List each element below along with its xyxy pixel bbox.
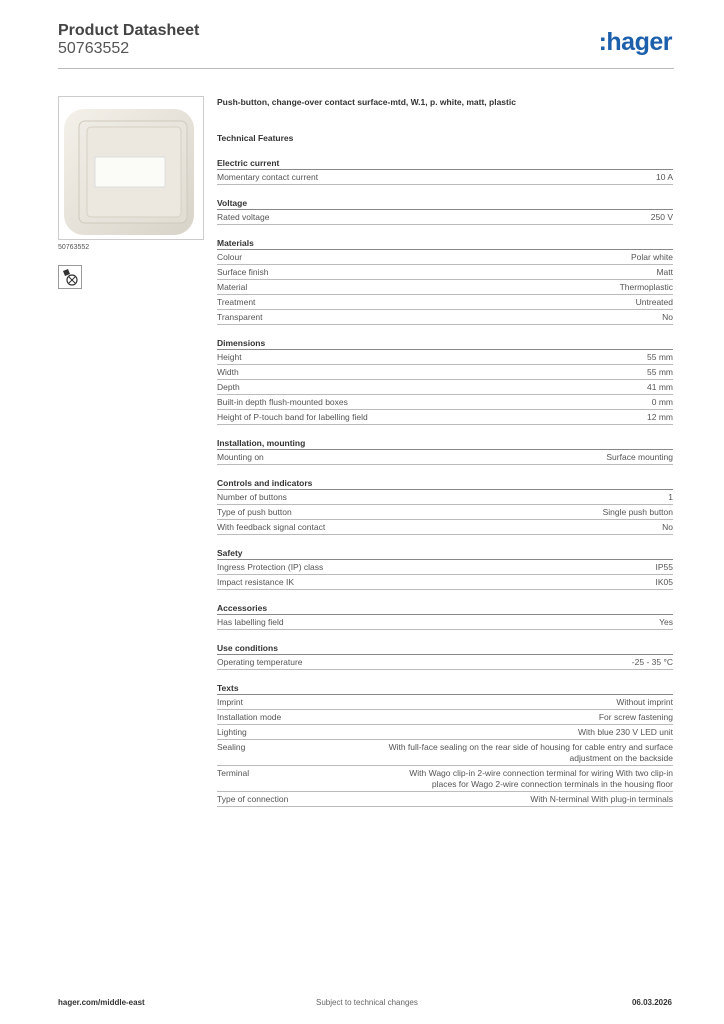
spec-row [217, 295, 673, 310]
spec-row [217, 740, 673, 766]
technical-features-heading: Technical Features [217, 133, 294, 143]
spec-content [217, 92, 673, 807]
section-title: Safety [217, 547, 673, 560]
spec-row [217, 250, 673, 265]
spec-value: No [662, 522, 673, 532]
spec-row [217, 365, 673, 380]
spec-value: Untreated [635, 297, 673, 307]
spec-row [217, 380, 673, 395]
spec-label: Material [217, 282, 248, 292]
spec-value: 0 mm [651, 397, 673, 407]
spec-row [217, 410, 673, 425]
section-title: Dimensions [217, 337, 673, 350]
spec-section [217, 642, 673, 670]
spec-section [217, 337, 673, 425]
spec-row [217, 615, 673, 630]
spec-value: 10 A [655, 172, 673, 182]
spec-value: Single push button [602, 507, 673, 517]
header-divider [58, 68, 674, 69]
spec-label: Built-in depth flush-mounted boxes [217, 397, 348, 407]
spec-label: Depth [217, 382, 240, 392]
spec-label: Rated voltage [217, 212, 270, 222]
spec-label: With feedback signal contact [217, 522, 326, 532]
spec-label: Colour [217, 252, 243, 262]
spec-row [217, 170, 673, 185]
spec-label: Transparent [217, 312, 263, 322]
page-header [58, 22, 199, 58]
spec-value: With N-terminal With plug-in terminals [530, 794, 673, 804]
section-title: Use conditions [217, 642, 673, 655]
spec-label: Operating temperature [217, 657, 303, 667]
spec-row [217, 280, 673, 295]
spec-row [217, 210, 673, 225]
spec-value: 250 V [650, 212, 673, 222]
spec-value: No [662, 312, 673, 322]
spec-label: Number of buttons [217, 492, 287, 502]
product-description: Push-button, change-over contact surface-mtd, W.1, p. white, matt, plastic [217, 97, 516, 107]
spec-section [217, 237, 673, 325]
spec-value: Without imprint [616, 697, 673, 707]
side-product-number: 50763552 [58, 244, 90, 251]
spec-label: Ingress Protection (IP) class [217, 562, 324, 572]
section-title: Controls and indicators [217, 477, 673, 490]
spec-row [217, 655, 673, 670]
spec-value: 12 mm [647, 412, 673, 422]
spec-label: Type of push button [217, 507, 292, 517]
spec-value: 55 mm [647, 352, 673, 362]
spec-row [217, 725, 673, 740]
section-title: Voltage [217, 197, 673, 210]
page-footer [58, 998, 672, 1010]
spec-section [217, 602, 673, 630]
spec-value: Surface mounting [606, 452, 673, 462]
spec-label: Mounting on [217, 452, 264, 462]
spec-section [217, 437, 673, 465]
spec-section [217, 477, 673, 535]
product-number: 50763552 [58, 40, 130, 57]
section-title: Installation, mounting [217, 437, 673, 450]
spec-value: For screw fastening [598, 712, 673, 722]
spec-label: Height [217, 352, 242, 362]
spec-row [217, 310, 673, 325]
spec-row [217, 505, 673, 520]
section-title: Accessories [217, 602, 673, 615]
spec-label: Momentary contact current [217, 172, 319, 182]
spec-value: Yes [659, 617, 673, 627]
spec-label: Height of P-touch band for labelling field [217, 412, 368, 422]
spec-value: With Wago clip-in 2-wire connection terminal for wiring With two clip-in places for Wago 2-wire connection terminals in the housing floor [409, 768, 673, 789]
spec-value: 55 mm [647, 367, 673, 377]
page-title: Product Datasheet [58, 22, 200, 39]
spec-value: 1 [668, 492, 673, 502]
spec-value: Thermoplastic [619, 282, 673, 292]
spec-sections [217, 157, 673, 807]
spec-row [217, 766, 673, 792]
spec-section [217, 157, 673, 185]
product-image [58, 96, 204, 240]
section-title: Electric current [217, 157, 673, 170]
footer-date: 06.03.2026 [631, 998, 672, 1007]
spec-value: -25 - 35 °C [631, 657, 673, 667]
spec-section [217, 197, 673, 225]
spec-label: Width [217, 367, 239, 377]
spec-section [217, 547, 673, 590]
spec-label: Sealing [217, 742, 246, 752]
spec-row [217, 560, 673, 575]
spec-row [217, 792, 673, 807]
footer-notice: Subject to technical changes [316, 998, 418, 1007]
spec-value: Matt [656, 267, 673, 277]
spec-label: Type of connection [217, 794, 289, 804]
spec-value: IP55 [655, 562, 673, 572]
spec-row [217, 490, 673, 505]
spec-label: Surface finish [217, 267, 269, 277]
spec-section [217, 682, 673, 807]
electronic-waste-icon [58, 265, 82, 289]
spec-label: Installation mode [217, 712, 282, 722]
spec-label: Lighting [217, 727, 247, 737]
spec-label: Terminal [217, 768, 250, 778]
footer-website[interactable]: hager.com/middle-east [58, 998, 145, 1007]
spec-value: With blue 230 V LED unit [578, 727, 673, 737]
logo-text: hager [606, 28, 672, 56]
section-title: Texts [217, 682, 673, 695]
spec-row [217, 695, 673, 710]
section-title: Materials [217, 237, 673, 250]
spec-value: Polar white [630, 252, 673, 262]
spec-label: Treatment [217, 297, 256, 307]
spec-row [217, 350, 673, 365]
spec-row [217, 450, 673, 465]
spec-label: Has labelling field [217, 617, 284, 627]
spec-value: IK05 [655, 577, 673, 587]
spec-row [217, 520, 673, 535]
hager-logo: :hager [598, 28, 672, 56]
spec-row [217, 265, 673, 280]
spec-row [217, 710, 673, 725]
spec-label: Imprint [217, 697, 243, 707]
spec-value: 41 mm [647, 382, 673, 392]
spec-row [217, 575, 673, 590]
spec-row [217, 395, 673, 410]
spec-label: Impact resistance IK [217, 577, 295, 587]
spec-value: With full-face sealing on the rear side of housing for cable entry and surface adjustment on the backside [388, 742, 673, 763]
